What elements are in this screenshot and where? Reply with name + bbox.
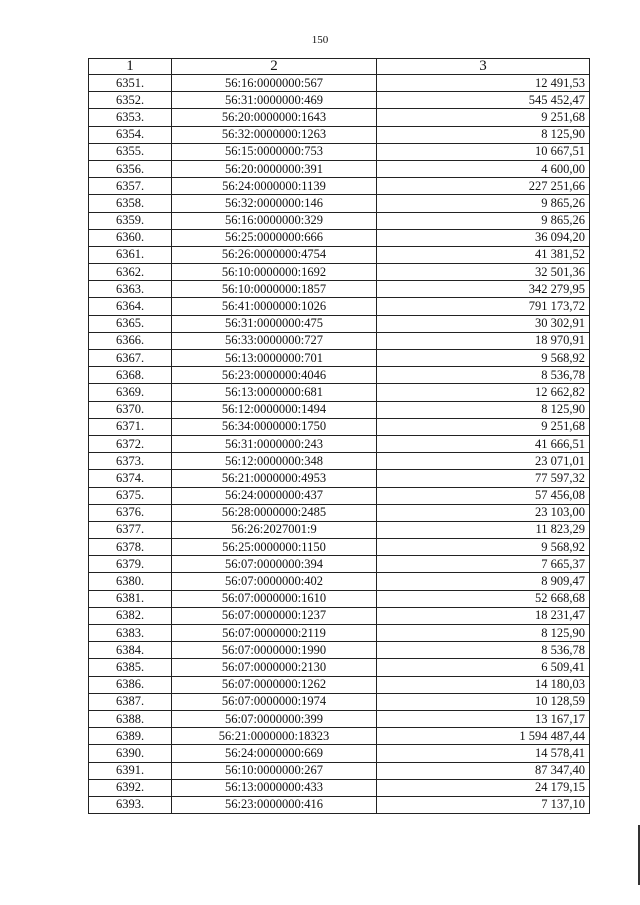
row-number-cell: 6357. (89, 178, 172, 195)
value-cell: 41 666,51 (377, 435, 590, 452)
cadastral-number-cell: 56:21:0000000:4953 (172, 470, 377, 487)
value-cell: 12 491,53 (377, 75, 590, 92)
table-row (89, 607, 590, 624)
value-cell: 4 600,00 (377, 160, 590, 177)
table-row (89, 642, 590, 659)
cadastral-number-cell: 56:07:0000000:1974 (172, 693, 377, 710)
table-row (89, 573, 590, 590)
table-row (89, 728, 590, 745)
value-cell: 18 231,47 (377, 607, 590, 624)
value-cell: 77 597,32 (377, 470, 590, 487)
value-cell: 36 094,20 (377, 229, 590, 246)
table-row (89, 246, 590, 263)
cadastral-number-cell: 56:16:0000000:567 (172, 75, 377, 92)
cadastral-number-cell: 56:23:0000000:4046 (172, 367, 377, 384)
table-row (89, 556, 590, 573)
value-cell: 13 167,17 (377, 710, 590, 727)
table-row (89, 143, 590, 160)
table-row (89, 693, 590, 710)
row-number-cell: 6355. (89, 143, 172, 160)
value-cell: 342 279,95 (377, 281, 590, 298)
row-number-cell: 6371. (89, 418, 172, 435)
page-number: 150 (311, 34, 329, 46)
cadastral-number-cell: 56:24:0000000:669 (172, 745, 377, 762)
cadastral-number-cell: 56:32:0000000:146 (172, 195, 377, 212)
row-number-cell: 6352. (89, 92, 172, 109)
cadastral-number-cell: 56:24:0000000:1139 (172, 178, 377, 195)
row-number-cell: 6380. (89, 573, 172, 590)
cadastral-number-cell: 56:31:0000000:475 (172, 315, 377, 332)
value-cell: 87 347,40 (377, 762, 590, 779)
table-header-row (89, 59, 590, 75)
cadastral-number-cell: 56:34:0000000:1750 (172, 418, 377, 435)
value-cell: 52 668,68 (377, 590, 590, 607)
value-cell: 8 909,47 (377, 573, 590, 590)
table-row (89, 195, 590, 212)
row-number-cell: 6386. (89, 676, 172, 693)
cadastral-number-cell: 56:25:0000000:1150 (172, 539, 377, 556)
cadastral-number-cell: 56:07:0000000:1262 (172, 676, 377, 693)
cadastral-number-cell: 56:07:0000000:2130 (172, 659, 377, 676)
row-number-cell: 6381. (89, 590, 172, 607)
value-cell: 30 302,91 (377, 315, 590, 332)
cadastral-number-cell: 56:12:0000000:1494 (172, 401, 377, 418)
table-row (89, 384, 590, 401)
value-cell: 23 071,01 (377, 453, 590, 470)
cadastral-number-cell: 56:21:0000000:18323 (172, 728, 377, 745)
row-number-cell: 6375. (89, 487, 172, 504)
row-number-cell: 6364. (89, 298, 172, 315)
cadastral-number-cell: 56:31:0000000:243 (172, 435, 377, 452)
cadastral-number-cell: 56:28:0000000:2485 (172, 504, 377, 521)
cadastral-number-cell: 56:41:0000000:1026 (172, 298, 377, 315)
row-number-cell: 6365. (89, 315, 172, 332)
table-row (89, 453, 590, 470)
value-cell: 7 137,10 (377, 796, 590, 813)
value-cell: 8 536,78 (377, 367, 590, 384)
row-number-cell: 6373. (89, 453, 172, 470)
row-number-cell: 6354. (89, 126, 172, 143)
table-row (89, 315, 590, 332)
row-number-cell: 6362. (89, 264, 172, 281)
row-number-cell: 6384. (89, 642, 172, 659)
cadastral-number-cell: 56:07:0000000:1237 (172, 607, 377, 624)
row-number-cell: 6353. (89, 109, 172, 126)
row-number-cell: 6351. (89, 75, 172, 92)
row-number-cell: 6387. (89, 693, 172, 710)
value-cell: 6 509,41 (377, 659, 590, 676)
table-row (89, 229, 590, 246)
value-cell: 14 180,03 (377, 676, 590, 693)
row-number-cell: 6366. (89, 332, 172, 349)
value-cell: 7 665,37 (377, 556, 590, 573)
cadastral-number-cell: 56:07:0000000:2119 (172, 625, 377, 642)
row-number-cell: 6368. (89, 367, 172, 384)
row-number-cell: 6382. (89, 607, 172, 624)
table-row (89, 539, 590, 556)
table-row (89, 796, 590, 813)
row-number-cell: 6356. (89, 160, 172, 177)
table-row (89, 625, 590, 642)
table-row (89, 75, 590, 92)
table-row (89, 92, 590, 109)
cadastral-number-cell: 56:07:0000000:399 (172, 710, 377, 727)
table-row (89, 435, 590, 452)
data-table (88, 58, 590, 814)
row-number-cell: 6385. (89, 659, 172, 676)
cadastral-number-cell: 56:10:0000000:1692 (172, 264, 377, 281)
cadastral-number-cell: 56:13:0000000:681 (172, 384, 377, 401)
value-cell: 9 865,26 (377, 195, 590, 212)
value-cell: 227 251,66 (377, 178, 590, 195)
cadastral-number-cell: 56:20:0000000:391 (172, 160, 377, 177)
cadastral-number-cell: 56:10:0000000:267 (172, 762, 377, 779)
value-cell: 9 251,68 (377, 418, 590, 435)
row-number-cell: 6363. (89, 281, 172, 298)
table-row (89, 779, 590, 796)
table-row (89, 659, 590, 676)
cadastral-number-cell: 56:10:0000000:1857 (172, 281, 377, 298)
value-cell: 14 578,41 (377, 745, 590, 762)
row-number-cell: 6383. (89, 625, 172, 642)
row-number-cell: 6367. (89, 350, 172, 367)
table-row (89, 212, 590, 229)
table-row (89, 264, 590, 281)
cadastral-number-cell: 56:13:0000000:433 (172, 779, 377, 796)
table-row (89, 504, 590, 521)
cadastral-number-cell: 56:33:0000000:727 (172, 332, 377, 349)
table-row (89, 281, 590, 298)
row-number-cell: 6392. (89, 779, 172, 796)
value-cell: 545 452,47 (377, 92, 590, 109)
cadastral-number-cell: 56:26:2027001:9 (172, 521, 377, 538)
column-header-3: 3 (377, 59, 590, 75)
cadastral-number-cell: 56:13:0000000:701 (172, 350, 377, 367)
value-cell: 32 501,36 (377, 264, 590, 281)
value-cell: 9 568,92 (377, 350, 590, 367)
row-number-cell: 6370. (89, 401, 172, 418)
table-row (89, 470, 590, 487)
row-number-cell: 6379. (89, 556, 172, 573)
value-cell: 57 456,08 (377, 487, 590, 504)
row-number-cell: 6359. (89, 212, 172, 229)
value-cell: 41 381,52 (377, 246, 590, 263)
table-row (89, 298, 590, 315)
table-row (89, 590, 590, 607)
table-row (89, 401, 590, 418)
value-cell: 23 103,00 (377, 504, 590, 521)
table-row (89, 109, 590, 126)
cadastral-number-cell: 56:31:0000000:469 (172, 92, 377, 109)
value-cell: 9 865,26 (377, 212, 590, 229)
row-number-cell: 6389. (89, 728, 172, 745)
row-number-cell: 6377. (89, 521, 172, 538)
table-row (89, 160, 590, 177)
table-row (89, 367, 590, 384)
table-row (89, 418, 590, 435)
value-cell: 8 125,90 (377, 126, 590, 143)
cadastral-number-cell: 56:26:0000000:4754 (172, 246, 377, 263)
cadastral-number-cell: 56:32:0000000:1263 (172, 126, 377, 143)
value-cell: 8 125,90 (377, 625, 590, 642)
cadastral-number-cell: 56:23:0000000:416 (172, 796, 377, 813)
table-row (89, 745, 590, 762)
value-cell: 10 667,51 (377, 143, 590, 160)
row-number-cell: 6374. (89, 470, 172, 487)
row-number-cell: 6393. (89, 796, 172, 813)
value-cell: 24 179,15 (377, 779, 590, 796)
cadastral-number-cell: 56:16:0000000:329 (172, 212, 377, 229)
cadastral-number-cell: 56:07:0000000:394 (172, 556, 377, 573)
value-cell: 18 970,91 (377, 332, 590, 349)
value-cell: 791 173,72 (377, 298, 590, 315)
cadastral-number-cell: 56:25:0000000:666 (172, 229, 377, 246)
cadastral-number-cell: 56:15:0000000:753 (172, 143, 377, 160)
cadastral-number-cell: 56:12:0000000:348 (172, 453, 377, 470)
table-row (89, 332, 590, 349)
table-row (89, 487, 590, 504)
row-number-cell: 6369. (89, 384, 172, 401)
row-number-cell: 6360. (89, 229, 172, 246)
value-cell: 9 251,68 (377, 109, 590, 126)
cadastral-number-cell: 56:20:0000000:1643 (172, 109, 377, 126)
value-cell: 1 594 487,44 (377, 728, 590, 745)
row-number-cell: 6372. (89, 435, 172, 452)
table-row (89, 178, 590, 195)
value-cell: 8 125,90 (377, 401, 590, 418)
table-row (89, 762, 590, 779)
row-number-cell: 6376. (89, 504, 172, 521)
row-number-cell: 6361. (89, 246, 172, 263)
row-number-cell: 6358. (89, 195, 172, 212)
cadastral-number-cell: 56:07:0000000:1990 (172, 642, 377, 659)
row-number-cell: 6390. (89, 745, 172, 762)
table-row (89, 126, 590, 143)
cadastral-number-cell: 56:07:0000000:1610 (172, 590, 377, 607)
row-number-cell: 6391. (89, 762, 172, 779)
table-row (89, 521, 590, 538)
table-row (89, 710, 590, 727)
row-number-cell: 6388. (89, 710, 172, 727)
table-row (89, 350, 590, 367)
value-cell: 9 568,92 (377, 539, 590, 556)
value-cell: 10 128,59 (377, 693, 590, 710)
column-header-2: 2 (172, 59, 377, 75)
table-row (89, 676, 590, 693)
column-header-1: 1 (89, 59, 172, 75)
row-number-cell: 6378. (89, 539, 172, 556)
value-cell: 12 662,82 (377, 384, 590, 401)
cadastral-number-cell: 56:07:0000000:402 (172, 573, 377, 590)
value-cell: 8 536,78 (377, 642, 590, 659)
value-cell: 11 823,29 (377, 521, 590, 538)
cadastral-number-cell: 56:24:0000000:437 (172, 487, 377, 504)
